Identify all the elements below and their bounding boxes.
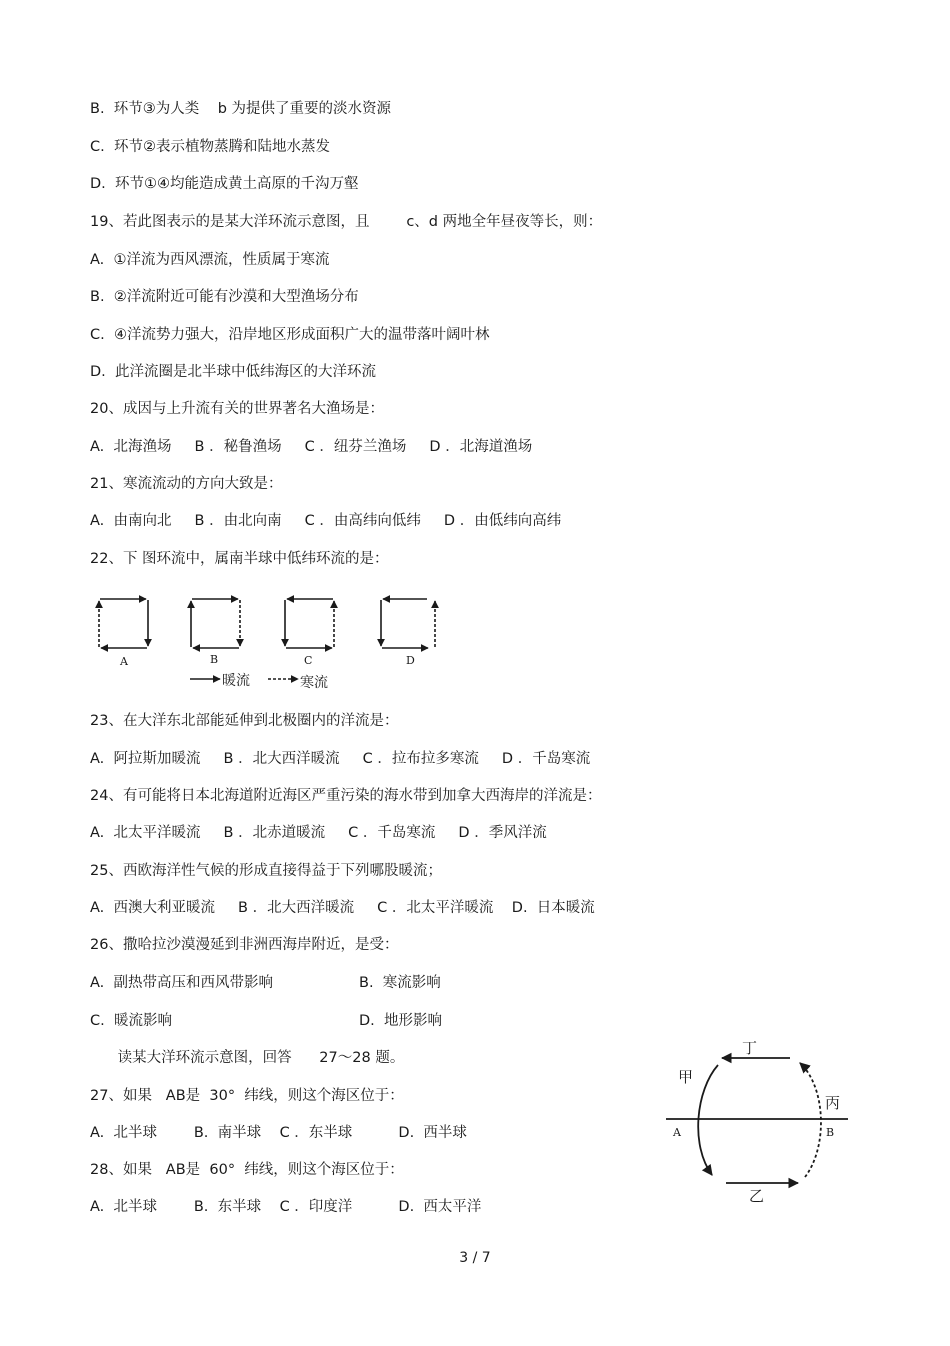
question-25: 25、西欧海洋性气候的形成直接得益于下列哪股暖流；: [90, 863, 442, 879]
square-a: [99, 599, 148, 648]
page-number: 3 / 7: [459, 1250, 491, 1266]
figure-22: [90, 590, 460, 694]
square-d: [381, 599, 435, 648]
option-26b: B. 寒流影响: [359, 975, 441, 991]
question-19: 19、若此图表示的是某大洋环流示意图，且 c、d 两地全年昼夜等长，则：: [90, 214, 603, 230]
label-ding: 丁: [742, 1039, 758, 1057]
options-25: A. 西澳大利亚暖流 B ．北大西洋暖流 C ．北太平洋暖流 D. 日本暖流: [90, 900, 595, 916]
instruction-27-28: 读某大洋环流示意图，回答 27～28 题。: [90, 1050, 405, 1066]
options-24: A. 北太平洋暖流 B ．北赤道暖流 C ．千岛寒流 D ．季风洋流: [90, 825, 547, 841]
option-26c: C. 暖流影响: [90, 1013, 172, 1029]
option-18b: B. 环节③为人类 b 为提供了重要的淡水资源: [90, 101, 392, 117]
question-20: 20、成因与上升流有关的世界著名大渔场是：: [90, 401, 384, 417]
options-21: A. 由南向北 B ．由北向南 C ．由高纬向低纬 D ．由低纬向高纬: [90, 513, 562, 529]
question-28: 28、如果 AB是 60° 纬线，则这个海区位于：: [90, 1162, 404, 1178]
option-26d: D. 地形影响: [359, 1013, 442, 1029]
question-27: 27、如果 AB是 30° 纬线，则这个海区位于：: [90, 1088, 404, 1104]
question-26: 26、撒哈拉沙漠漫延到非洲西海岸附近，是受：: [90, 937, 399, 953]
label-d: D: [406, 654, 415, 667]
option-18d: D. 环节①④均能造成黄土高原的千沟万壑: [90, 176, 359, 192]
label-a-point: A: [673, 1126, 681, 1139]
option-19c: C. ④洋流势力强大，沿岸地区形成面积广大的温带落叶阔叶林: [90, 327, 490, 343]
figure-27-28: [660, 1035, 860, 1210]
square-c: [285, 599, 334, 648]
label-jia: 甲: [678, 1068, 694, 1086]
options-28: A. 北半球 B. 东半球 C ．印度洋 D. 西太平洋: [90, 1199, 482, 1215]
option-19a: A. ①洋流为西风漂流，性质属于寒流: [90, 252, 330, 268]
legend-cold-text: 寒流: [300, 675, 328, 691]
label-yi: 乙: [749, 1187, 765, 1205]
arrow-bing: [800, 1063, 821, 1177]
question-23: 23、在大洋东北部能延伸到北极圈内的洋流是：: [90, 713, 399, 729]
option-18c: C. 环节②表示植物蒸腾和陆地水蒸发: [90, 139, 330, 155]
question-22: 22、下 图环流中，属南半球中低纬环流的是：: [90, 551, 389, 567]
label-a: A: [120, 655, 128, 668]
option-19d: D. 此洋流圈是北半球中低纬海区的大洋环流: [90, 364, 376, 380]
label-c: C: [304, 654, 313, 667]
square-b: [191, 599, 240, 648]
question-21: 21、寒流流动的方向大致是：: [90, 476, 283, 492]
options-27: A. 北半球 B. 南半球 C ．东半球 D. 西半球: [90, 1125, 467, 1141]
label-b: B: [210, 653, 219, 666]
options-20: A. 北海渔场 B ．秘鲁渔场 C ．纽芬兰渔场 D ．北海道渔场: [90, 439, 533, 455]
legend-warm-text: 暖流: [222, 673, 250, 689]
arrow-jia: [698, 1065, 718, 1175]
question-24: 24、有可能将日本北海道附近海区严重污染的海水带到加拿大西海岸的洋流是：: [90, 788, 602, 804]
label-b-point: B: [826, 1126, 835, 1139]
option-19b: B. ②洋流附近可能有沙漠和大型渔场分布: [90, 289, 359, 305]
option-26a: A. 副热带高压和西风带影响: [90, 975, 273, 991]
options-23: A. 阿拉斯加暖流 B ．北大西洋暖流 C ．拉布拉多寒流 D ．千岛寒流: [90, 751, 591, 767]
label-bing: 丙: [825, 1094, 841, 1112]
